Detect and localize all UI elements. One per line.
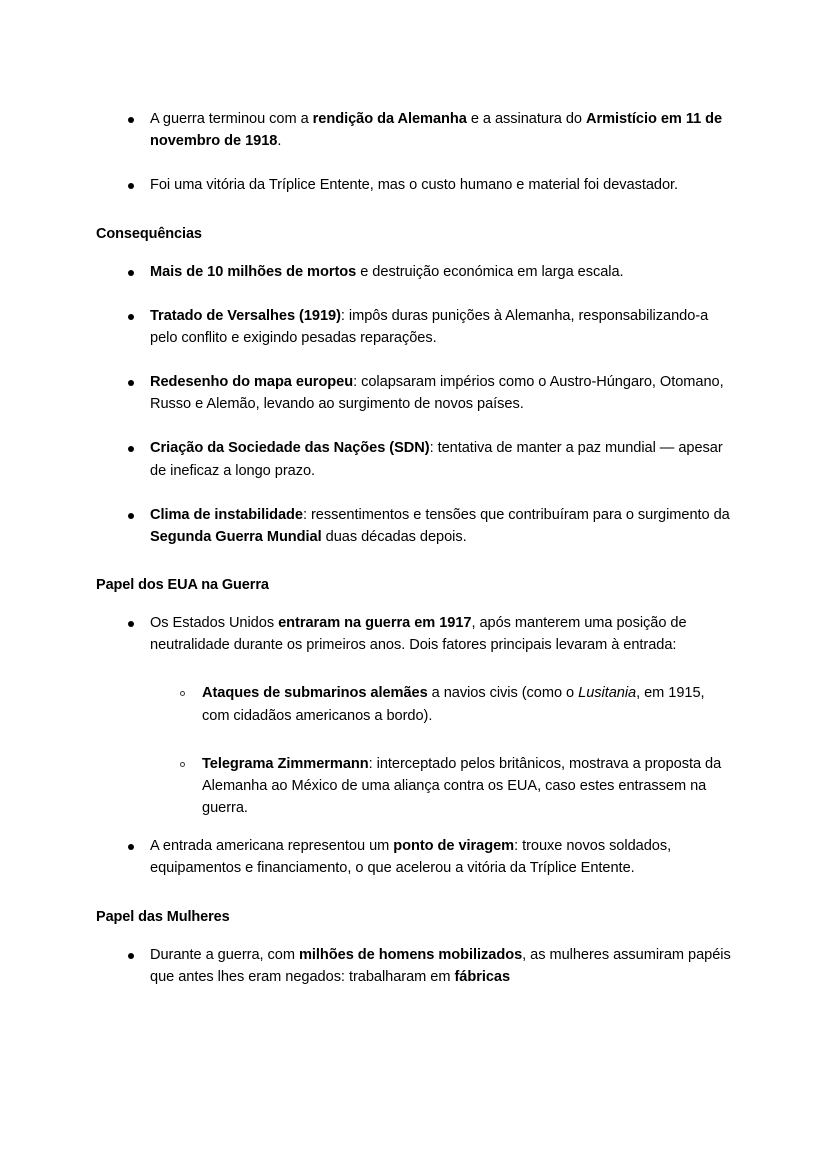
text-run-normal: : tentativa de manter a paz mundial — apesar de ineficaz a longo prazo.	[150, 440, 723, 479]
bullet-disc-icon	[128, 953, 134, 959]
bullet-disc-icon	[128, 270, 134, 276]
bullet-disc-icon	[128, 117, 134, 123]
bullet-item	[96, 835, 732, 879]
bullet-item	[96, 437, 732, 481]
bullet-item	[96, 174, 732, 196]
bullet-disc-icon	[128, 183, 134, 189]
text-run-italic: Lusitania	[578, 685, 637, 702]
text-run-normal: e a assinatura do	[466, 111, 586, 127]
text-run-normal: , em 1915, com cidadãos americanos a bordo).	[202, 685, 705, 724]
bullet-disc-icon	[128, 844, 134, 850]
bullet-list	[96, 108, 732, 197]
text-run-bold: Segunda Guerra Mundial	[150, 528, 322, 545]
text-run-normal: e destruição económica em larga escala.	[356, 263, 624, 280]
text-run-normal: , após manterem uma posição de neutralidade durante os primeiros anos. Dois fatores principais levaram à entrada:	[150, 615, 687, 654]
bullet-disc-icon	[128, 621, 134, 627]
text-run-bold: milhões de homens mobilizados	[298, 946, 523, 963]
text-run-normal: : interceptado pelos britânicos, mostrava a proposta da Alemanha ao México de uma aliança contra os EUA, caso estes entrassem na guerra.	[202, 755, 722, 817]
bullet-item	[96, 944, 732, 988]
text-run-bold: rendição da Alemanha	[312, 111, 467, 127]
text-run-bold: Armistício em 11 de novembro de 1918	[150, 111, 723, 150]
bullet-list	[96, 835, 732, 879]
bullet-list	[96, 944, 732, 988]
sub-bullet-item	[148, 682, 732, 726]
text-run-normal: Durante a guerra, com	[150, 946, 299, 963]
document-body	[96, 86, 732, 988]
section-heading-block	[96, 224, 732, 245]
bullet-item	[96, 612, 732, 656]
text-run-normal: Os Estados Unidos	[150, 615, 279, 632]
text-run-bold: Criação da Sociedade das Nações (SDN)	[150, 440, 430, 457]
section-heading-block	[96, 575, 732, 596]
section-heading: Papel das Mulheres	[96, 908, 230, 925]
bullet-list	[96, 261, 732, 549]
text-run-bold: entraram na guerra em 1917	[278, 615, 472, 632]
text-run-bold: Redesenho do mapa europeu	[150, 374, 354, 391]
text-run-bold: Telegrama Zimmermann	[202, 755, 369, 772]
bullet-item	[96, 371, 732, 415]
text-run-normal: : impôs duras punições à Alemanha, responsabilizando-a pelo conflito e exigindo pesadas reparações.	[150, 307, 709, 346]
text-run-bold: ponto de viragem	[393, 838, 515, 855]
text-run-normal: .	[277, 133, 282, 150]
bullet-disc-icon	[128, 314, 134, 320]
text-run-normal: : ressentimentos e tensões que contribuíram para o surgimento da	[302, 506, 730, 523]
text-run-bold: fábricas	[454, 968, 511, 985]
bullet-list	[96, 612, 732, 656]
section-heading: Consequências	[96, 225, 202, 242]
bullet-circle-icon	[180, 762, 185, 767]
bullet-disc-icon	[128, 446, 134, 452]
bullet-item	[96, 261, 732, 283]
text-run-bold: Ataques de submarinos alemães	[202, 685, 428, 702]
bullet-item	[96, 504, 732, 548]
sub-bullet-list	[148, 682, 732, 819]
text-run-normal: duas décadas depois.	[321, 528, 467, 545]
text-run-normal: A entrada americana representou um	[150, 838, 394, 855]
text-run-normal: : colapsaram impérios como o Austro-Húngaro, Otomano, Russo e Alemão, levando ao surgimento de novos países.	[150, 374, 724, 413]
bullet-item	[96, 305, 732, 349]
text-run-normal: a navios civis (como o	[427, 685, 579, 702]
bullet-circle-icon	[180, 691, 185, 696]
bullet-item	[96, 108, 732, 152]
section-heading: Papel dos EUA na Guerra	[96, 577, 269, 594]
sub-bullet-group	[96, 682, 732, 819]
text-run-normal: , as mulheres assumiram papéis que antes lhes eram negados: trabalharam em	[150, 946, 731, 985]
bullet-disc-icon	[128, 513, 134, 519]
text-run-normal: A guerra terminou com a	[150, 111, 313, 127]
text-run-bold: Clima de instabilidade	[150, 506, 303, 523]
sub-bullet-item	[148, 753, 732, 820]
bullet-disc-icon	[128, 380, 134, 386]
text-run-bold: Mais de 10 milhões de mortos	[150, 263, 357, 280]
section-heading-block	[96, 907, 732, 928]
text-run-normal: Foi uma vitória da Tríplice Entente, mas o custo humano e material foi devastador.	[150, 177, 679, 194]
text-run-bold: Tratado de Versalhes (1919)	[150, 307, 341, 324]
text-run-normal: : trouxe novos soldados, equipamentos e financiamento, o que acelerou a vitória da Tríplice Entente.	[150, 838, 672, 877]
